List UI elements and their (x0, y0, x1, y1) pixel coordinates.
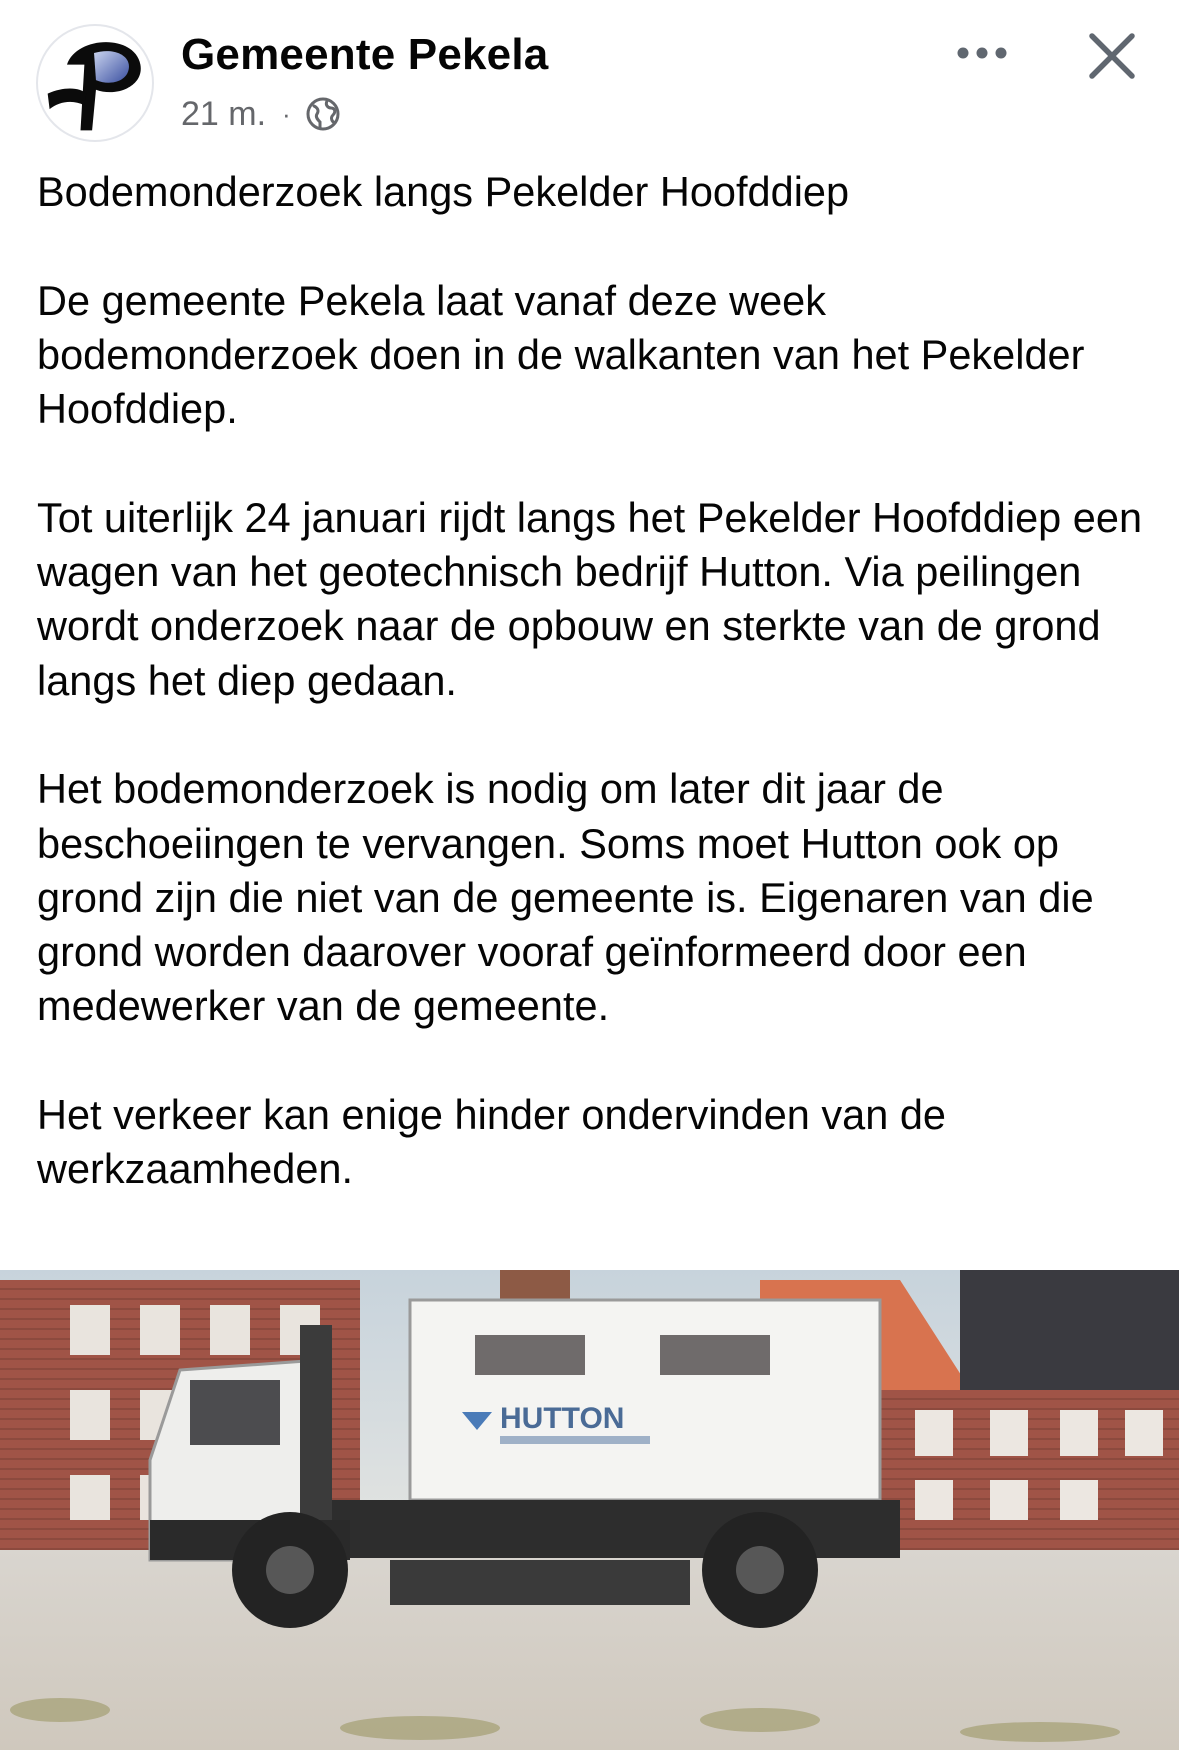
close-icon (1082, 26, 1142, 86)
globe-icon (305, 96, 341, 132)
post-photo[interactable] (0, 1270, 1179, 1750)
post-paragraph-title: Bodemonderzoek langs Pekelder Hoofddiep (37, 168, 850, 215)
post-meta (181, 92, 341, 136)
page-name[interactable]: Gemeente Pekela (181, 30, 549, 79)
post-time[interactable]: 21 m. (181, 94, 267, 133)
post-header (0, 0, 1179, 150)
truck-logo-text: HUTTON (500, 1402, 625, 1435)
post-paragraph: Tot uiterlijk 24 januari rijdt langs het Pekelder Hoofddiep een wagen van het geotechnisch bedrijf Hutton. Via peilingen wordt onderzoek naar de opbouw en sterkte van de grond langs het diep gedaan. (37, 493, 1143, 704)
close-button[interactable] (1082, 26, 1142, 86)
more-dots-icon (956, 46, 1008, 60)
page-avatar[interactable] (36, 24, 154, 142)
post-paragraph: Het bodemonderzoek is nodig om later dit jaar de beschoeiingen te vervangen. Soms moet Hutton ook op grond zijn die niet van de gemeente is. Eigenaren van die grond worden daarover vooraf geïnformeerd door een medewerker van de gemeente. (37, 765, 1094, 1030)
truck-photo (0, 1270, 1179, 1750)
post-body (37, 165, 1147, 1197)
pekela-logo-icon (38, 26, 152, 140)
post-paragraph: Het verkeer kan enige hinder ondervinden van de werkzaamheden. (37, 1091, 946, 1193)
meta-separator: · (282, 98, 291, 129)
post-paragraph: De gemeente Pekela laat vanaf deze week bodemonderzoek doen in de walkanten van het Pekelder Hoofddiep. (37, 276, 1085, 433)
more-options-button[interactable] (948, 28, 1016, 78)
